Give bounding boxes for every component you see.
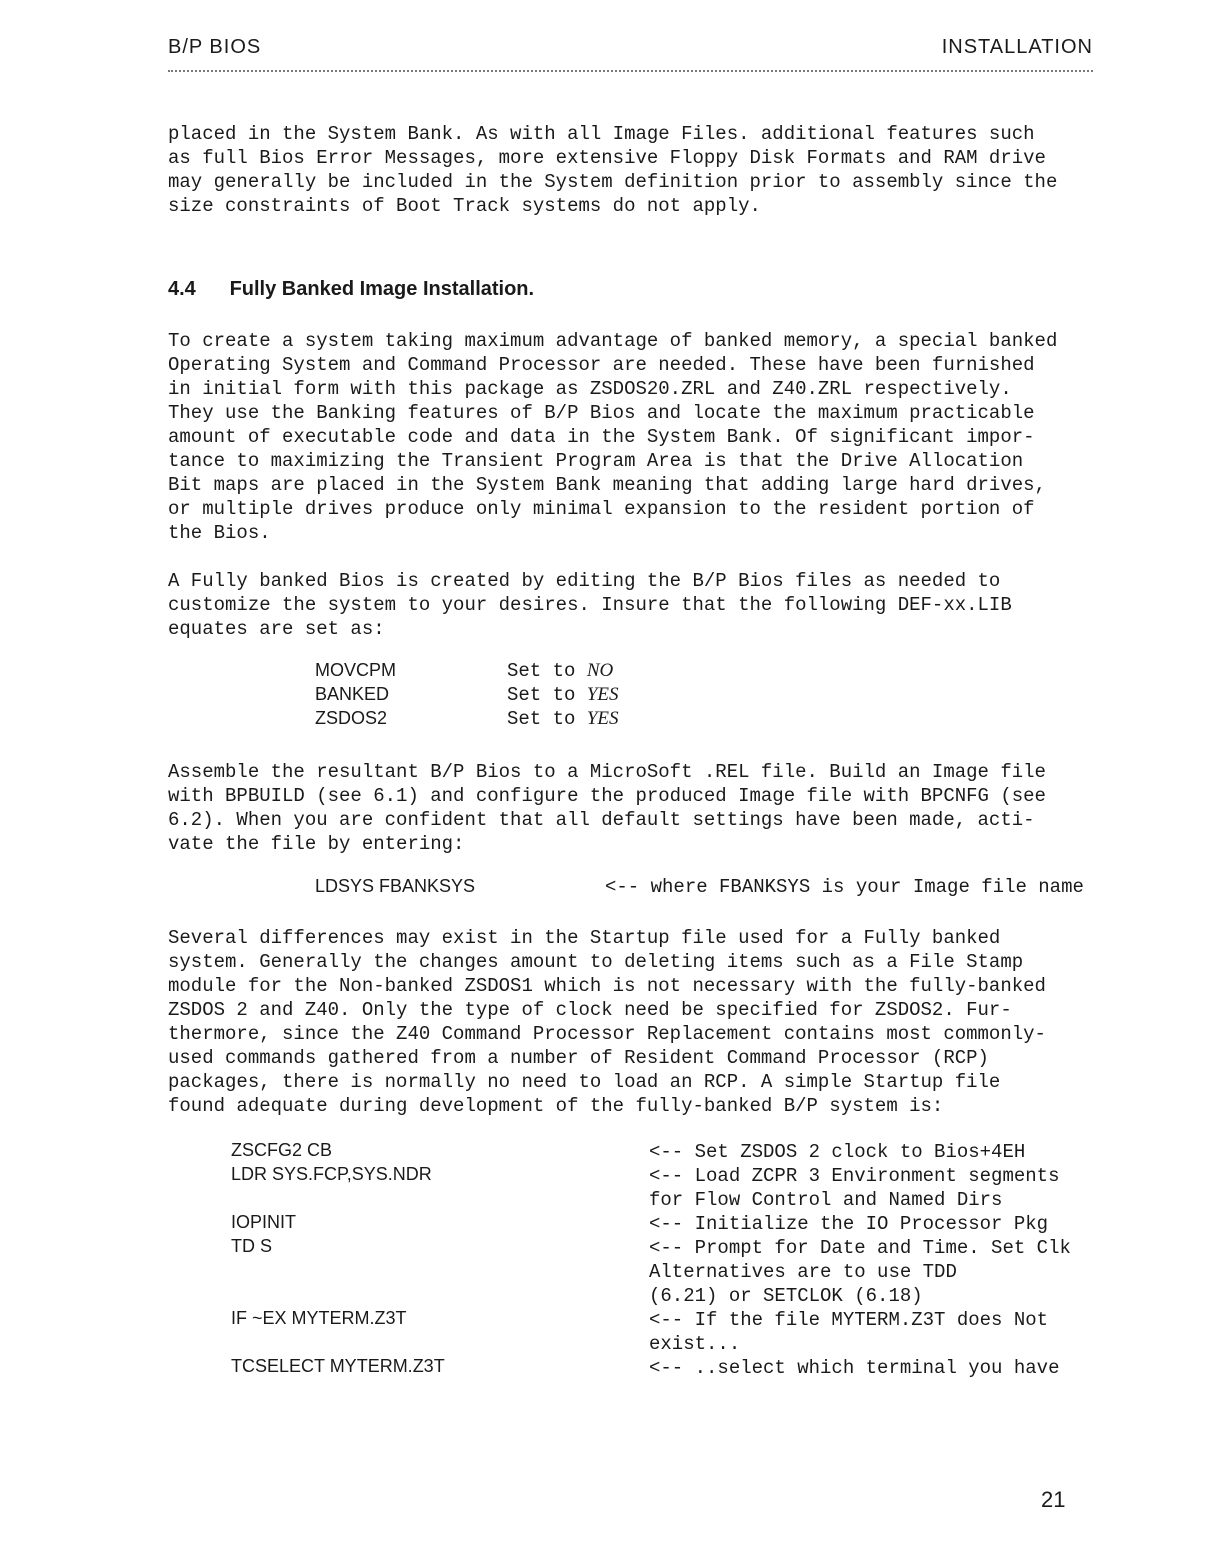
paragraph-startup: Several differences may exist in the Startup file used for a Fully banked system. Generally the changes amount to deleting items such as a File Stamp module for the Non-banked ZSDOS1 which is not necessary with the fully-banked ZSDOS 2 and Z40. Only the type of clock need be specified for ZSDOS2. Fur- thermore, since the Z40 Command Processor Replacement contains most commonly- used commands gathered from a number of Resident Command Processor (RCP) packages, there is normally no need to load an RCP. A simple Startup file found adequate during development of the fully-banked B/P system is: <box>168 927 1046 1117</box>
page-header <box>168 36 1093 59</box>
header-left: B/P BIOS <box>168 36 262 58</box>
startup-description: <-- Set ZSDOS 2 clock to Bios+4EH <box>649 1141 1026 1163</box>
setting-value: Set to NO <box>507 660 614 682</box>
page-number: 21 <box>1041 1487 1066 1512</box>
startup-description: <-- Load ZCPR 3 Environment segments for Flow Control and Named Dirs <box>649 1165 1060 1211</box>
setting-value: Set to YES <box>507 708 619 730</box>
header-divider <box>168 70 1093 72</box>
startup-description: <-- Prompt for Date and Time. Set Clk Alternatives are to use TDD (6.21) or SETCLOK (6.18) <box>649 1237 1071 1307</box>
startup-command: LDR SYS.FCP,SYS.NDR <box>231 1164 432 1184</box>
ldsys-row <box>315 876 1084 898</box>
startup-command: IOPINIT <box>231 1212 297 1232</box>
paragraph-assemble: Assemble the resultant B/P Bios to a MicroSoft .REL file. Build an Image file with BPBUILD (see 6.1) and configure the produced Image file with BPCNFG (see 6.2). When you are confident that all default settings have been made, acti- vate the file by entering: <box>168 761 1046 855</box>
startup-row <box>231 1212 1099 1236</box>
startup-description: <-- Initialize the IO Processor Pkg <box>649 1213 1049 1235</box>
ldsys-command: LDSYS FBANKSYS <box>315 876 476 896</box>
startup-row <box>231 1308 1099 1356</box>
startup-command: TCSELECT MYTERM.Z3T <box>231 1356 445 1376</box>
section-heading <box>168 278 534 301</box>
setting-name: MOVCPM <box>315 660 396 680</box>
setting-value: Set to YES <box>507 684 619 706</box>
setting-name: ZSDOS2 <box>315 708 388 728</box>
section-number: 4.4 <box>168 278 196 300</box>
startup-row <box>231 1164 1099 1212</box>
setting-row <box>315 684 619 706</box>
startup-description: <-- ..select which terminal you have <box>649 1357 1060 1379</box>
setting-row <box>315 708 619 730</box>
startup-row <box>231 1356 1099 1380</box>
ldsys-note: <-- where FBANKSYS is your Image file name <box>605 876 1084 898</box>
paragraph-intro: placed in the System Bank. As with all Image Files. additional features such as full Bios Error Messages, more extensive Floppy Disk Formats and RAM drive may generally be included in the System definition prior to assembly since the size constraints of Boot Track systems do not apply. <box>168 123 1058 217</box>
startup-command: TD S <box>231 1236 273 1256</box>
paragraph-fully-banked-bios: A Fully banked Bios is created by editing the B/P Bios files as needed to customize the system to your desires. Insure that the following DEF-xx.LIB equates are set as: <box>168 570 1012 640</box>
paragraph-banked-memory: To create a system taking maximum advantage of banked memory, a special banked Operating System and Command Processor are needed. These have been furnished in initial form with this package as ZSDOS20.ZRL and Z40.ZRL respectively. They use the Banking features of B/P Bios and locate the maximum practicable amount of executable code and data in the System Bank. Of significant impor- tance to maximizing the Transient Program Area is that the Drive Allocation Bit maps are placed in the System Bank meaning that adding large hard drives, or multiple drives produce only minimal expansion to the resident portion of the Bios. <box>168 330 1058 544</box>
startup-row <box>231 1236 1099 1308</box>
startup-row <box>231 1140 1099 1164</box>
setting-row <box>315 660 613 682</box>
section-title: Fully Banked Image Installation. <box>229 278 535 300</box>
startup-command: ZSCFG2 CB <box>231 1140 333 1160</box>
header-right: INSTALLATION <box>941 36 1093 58</box>
setting-name: BANKED <box>315 684 390 704</box>
startup-description: <-- If the file MYTERM.Z3T does Not exist... <box>649 1309 1049 1355</box>
startup-command: IF ~EX MYTERM.Z3T <box>231 1308 407 1328</box>
